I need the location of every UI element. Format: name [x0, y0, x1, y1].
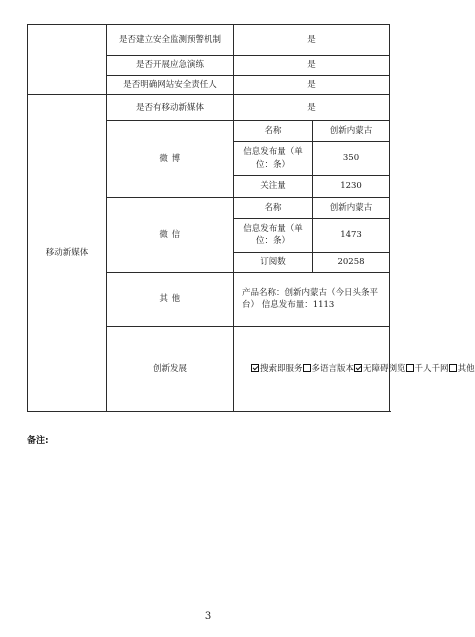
weibo-name-label: 名称	[234, 121, 313, 141]
option-multilingual[interactable]	[303, 364, 355, 374]
drill-label: 是否开展应急演练	[107, 56, 234, 75]
other-text: 产品名称：创新内蒙古（今日头条平台） 信息发布量：1113	[234, 272, 390, 326]
checkbox-icon[interactable]	[406, 364, 414, 372]
weibo-name-value: 创新内蒙古	[313, 121, 390, 141]
option-label: 千人千网	[414, 363, 449, 374]
checkbox-icon[interactable]	[303, 364, 311, 372]
weibo-label: 微 博	[107, 121, 234, 197]
note-label: 备注:	[27, 436, 49, 446]
info-table	[27, 24, 475, 412]
option-label: 其他	[457, 363, 475, 374]
monitoring-value: 是	[234, 25, 390, 56]
responsible-value: 是	[234, 75, 390, 94]
wechat-posts-value: 1473	[313, 218, 390, 252]
has-mobile-value: 是	[234, 95, 390, 121]
innovation-options	[234, 326, 475, 411]
wechat-name-label: 名称	[234, 197, 313, 218]
wechat-name-value: 创新内蒙古	[313, 197, 390, 218]
wechat-label: 微 信	[107, 197, 234, 272]
page-number: 3	[204, 611, 212, 622]
innovation-section-label: 创新发展	[107, 326, 234, 411]
option-label: 多语言版本	[311, 363, 355, 374]
wechat-posts-label: 信息发布量（单位：条）	[234, 218, 313, 252]
checkbox-icon[interactable]	[354, 364, 362, 372]
responsible-label: 是否明确网站安全责任人	[107, 75, 234, 94]
option-other[interactable]	[449, 364, 475, 374]
option-label: 无障碍浏览	[363, 363, 406, 374]
option-personalized[interactable]	[406, 364, 449, 374]
has-mobile-label: 是否有移动新媒体	[107, 95, 234, 121]
empty-cell	[28, 25, 107, 95]
checkbox-icon[interactable]	[449, 364, 457, 372]
weibo-posts-label: 信息发布量（单位：条）	[234, 141, 313, 176]
option-accessibility[interactable]	[354, 364, 406, 374]
option-label: 搜索即服务	[260, 363, 303, 374]
option-search-as-service[interactable]	[251, 364, 303, 374]
weibo-posts-value: 350	[313, 141, 390, 176]
other-label: 其 他	[107, 272, 234, 326]
checkbox-icon[interactable]	[251, 364, 259, 372]
drill-value: 是	[234, 56, 390, 75]
weibo-followers-label: 关注量	[234, 176, 313, 197]
wechat-subscribers-value: 20258	[313, 252, 390, 272]
mobile-section-label: 移动新媒体	[28, 95, 107, 412]
monitoring-label: 是否建立安全监测预警机制	[107, 25, 234, 56]
wechat-subscribers-label: 订阅数	[234, 252, 313, 272]
weibo-followers-value: 1230	[313, 176, 390, 197]
